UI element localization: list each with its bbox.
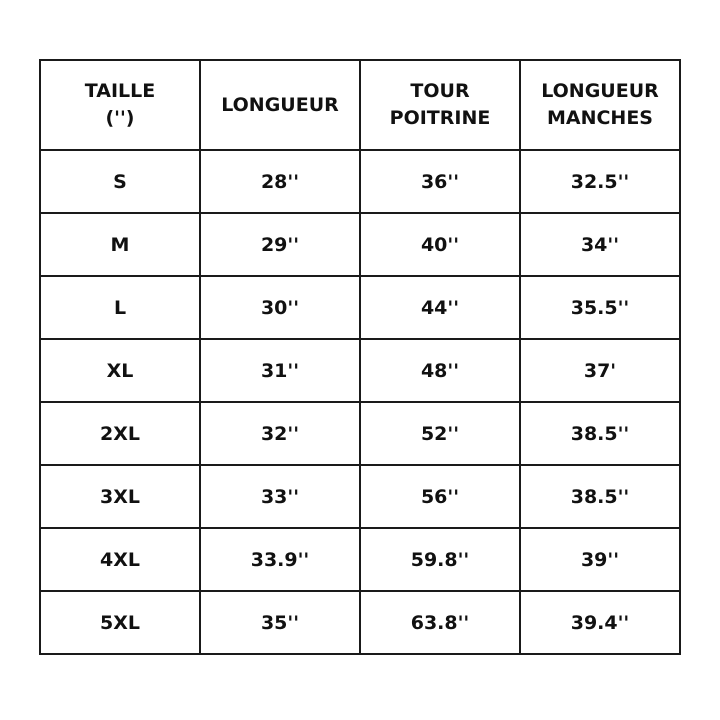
- table-row: [40, 150, 680, 213]
- header-longueur-label: LONGUEUR: [221, 93, 339, 116]
- cell-longueur: 28'': [200, 150, 360, 213]
- table-row: [40, 528, 680, 591]
- cell-longueur-manches: 32.5'': [520, 150, 680, 213]
- cell-tour-poitrine: 59.8'': [360, 528, 520, 591]
- cell-tour-poitrine: 44'': [360, 276, 520, 339]
- table-row: [40, 465, 680, 528]
- cell-tour-poitrine: 63.8'': [360, 591, 520, 654]
- table-row: [40, 339, 680, 402]
- size-chart-table: [39, 59, 681, 655]
- cell-size: 4XL: [40, 528, 200, 591]
- cell-longueur: 33'': [200, 465, 360, 528]
- header-row: [40, 60, 680, 150]
- header-taille: [40, 60, 200, 150]
- cell-longueur: 35'': [200, 591, 360, 654]
- cell-size: 3XL: [40, 465, 200, 528]
- header-tour-poitrine-label: TOUR POITRINE: [389, 80, 491, 129]
- cell-longueur: 32'': [200, 402, 360, 465]
- cell-longueur-manches: 38.5'': [520, 402, 680, 465]
- table-row: [40, 213, 680, 276]
- cell-longueur-manches: 35.5'': [520, 276, 680, 339]
- cell-longueur-manches: 34'': [520, 213, 680, 276]
- cell-longueur: 29'': [200, 213, 360, 276]
- cell-longueur: 33.9'': [200, 528, 360, 591]
- cell-longueur-manches: 38.5'': [520, 465, 680, 528]
- table-row: [40, 591, 680, 654]
- cell-size: L: [40, 276, 200, 339]
- cell-size: 5XL: [40, 591, 200, 654]
- header-longueur: [200, 60, 360, 150]
- cell-longueur-manches: 39.4'': [520, 591, 680, 654]
- table-row: [40, 276, 680, 339]
- cell-longueur: 30'': [200, 276, 360, 339]
- table-row: [40, 402, 680, 465]
- cell-size: 2XL: [40, 402, 200, 465]
- cell-tour-poitrine: 48'': [360, 339, 520, 402]
- cell-longueur: 31'': [200, 339, 360, 402]
- header-longueur-manches: [520, 60, 680, 150]
- cell-longueur-manches: 39'': [520, 528, 680, 591]
- cell-tour-poitrine: 56'': [360, 465, 520, 528]
- cell-size: S: [40, 150, 200, 213]
- cell-tour-poitrine: 36'': [360, 150, 520, 213]
- header-tour-poitrine: [360, 60, 520, 150]
- header-longueur-manches-label: LONGUEUR MANCHES: [541, 80, 659, 129]
- cell-size: XL: [40, 339, 200, 402]
- cell-size: M: [40, 213, 200, 276]
- cell-longueur-manches: 37': [520, 339, 680, 402]
- cell-tour-poitrine: 40'': [360, 213, 520, 276]
- header-taille-label: TAILLE (''): [84, 80, 156, 129]
- cell-tour-poitrine: 52'': [360, 402, 520, 465]
